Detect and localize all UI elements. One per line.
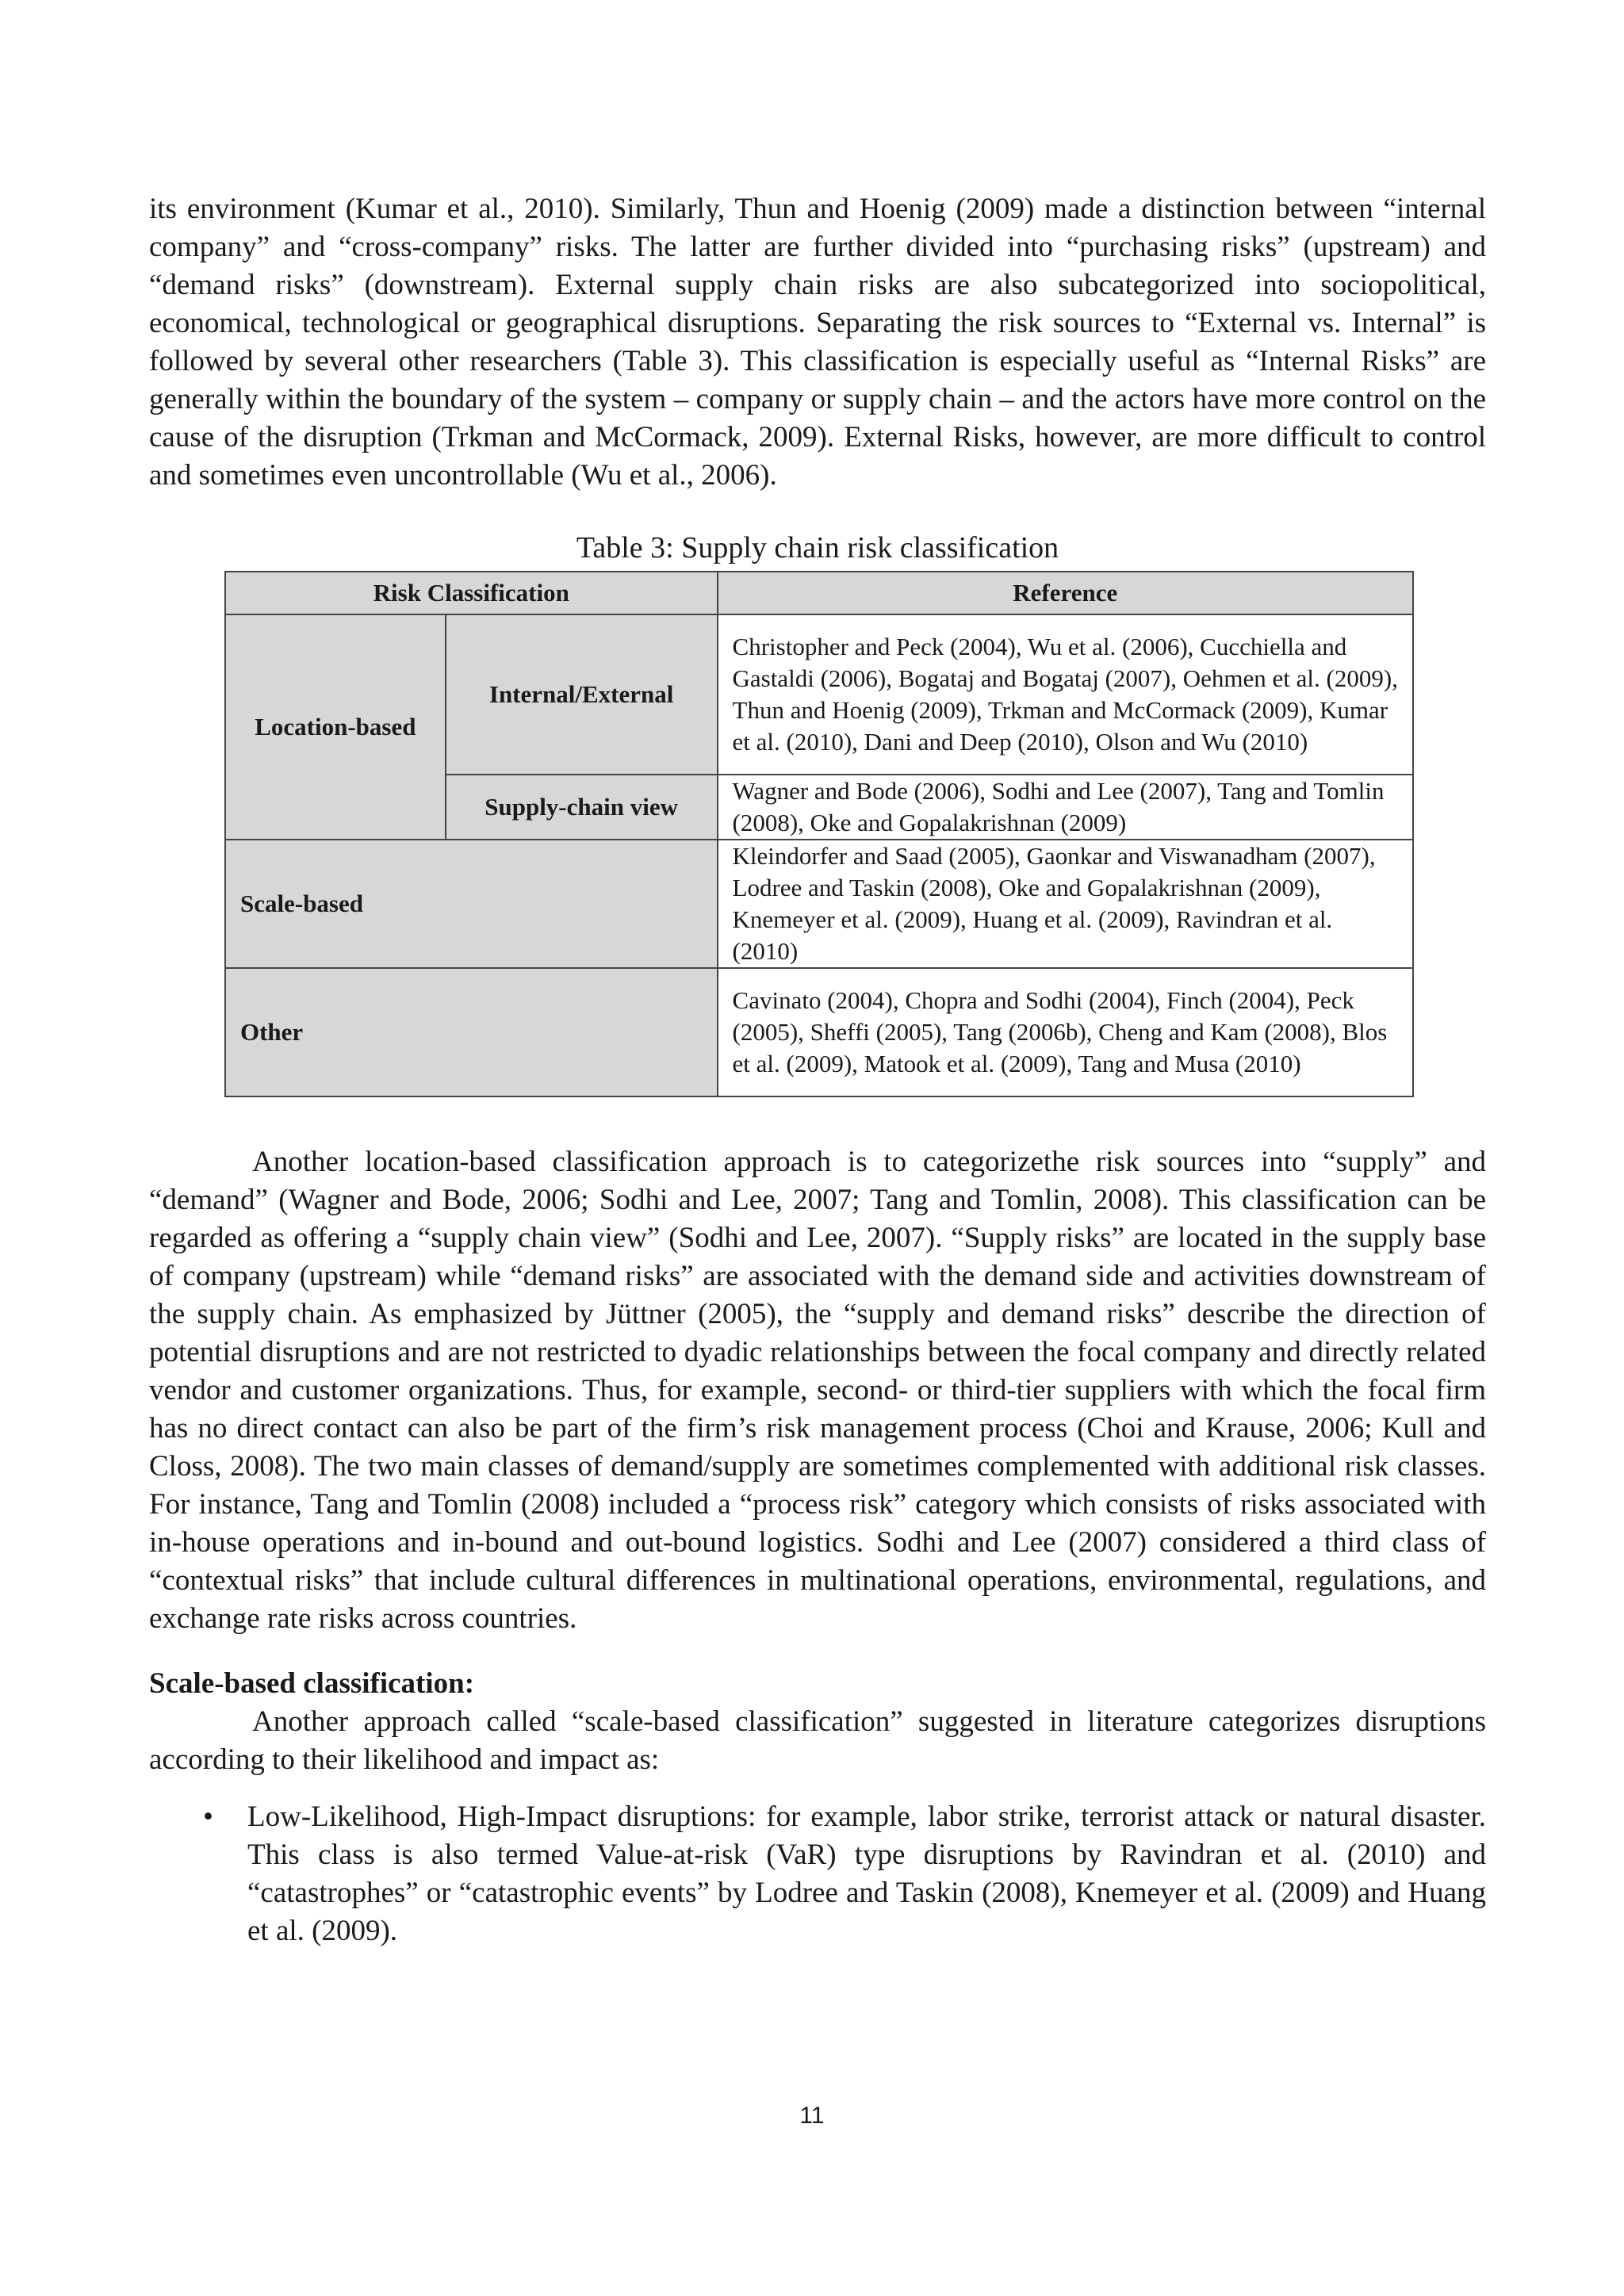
bullet-list bbox=[149, 1798, 1486, 1950]
scale-based-reference: Kleindorfer and Saad (2005), Gaonkar and Viswanadham (2007), Lodree and Taskin (2008), Oke and Gopalakrishnan (2009), Knemeyer et al. (2009), Huang et al. (2009), Ravindran et al. (2010) bbox=[718, 840, 1413, 968]
header-risk-classification: Risk Classification bbox=[225, 572, 718, 614]
other-reference: Cavinato (2004), Chopra and Sodhi (2004), Finch (2004), Peck (2005), Sheffi (2005), Tang (2006b), Cheng and Kam (2008), Blos et al. (2009), Matook et al. (2009), Tang and Musa (2010) bbox=[718, 968, 1413, 1096]
table-row bbox=[225, 968, 1413, 1096]
table-header-row bbox=[225, 572, 1413, 614]
table-caption: Table 3: Supply chain risk classification bbox=[576, 531, 1059, 564]
supply-chain-view-cell: Supply-chain view bbox=[446, 775, 718, 840]
internal-external-cell: Internal/External bbox=[446, 614, 718, 775]
table-row bbox=[225, 840, 1413, 968]
supply-chain-view-reference: Wagner and Bode (2006), Sodhi and Lee (2007), Tang and Tomlin (2008), Oke and Gopalakrishnan (2009) bbox=[718, 775, 1413, 840]
scale-based-cell: Scale-based bbox=[225, 840, 718, 968]
body-paragraph-3: Another approach called “scale-based classification” suggested in literature categorizes disruptions according to their likelihood and impact as: bbox=[149, 1705, 1486, 1776]
page-number: 11 bbox=[799, 2103, 825, 2129]
section-heading: Scale-based classification: bbox=[149, 1667, 475, 1700]
risk-classification-table bbox=[224, 571, 1414, 1097]
table-row bbox=[225, 614, 1413, 775]
location-based-cell: Location-based bbox=[225, 614, 446, 840]
header-reference: Reference bbox=[718, 572, 1413, 614]
other-cell: Other bbox=[225, 968, 718, 1096]
body-paragraph-1: its environment (Kumar et al., 2010). Similarly, Thun and Hoenig (2009) made a distinction between “internal company” and “cross-company” risks. The latter are further divided into “purchasing risks” (upstream) and “demand risks” (downstream). External supply chain risks are also subcategorized into sociopolitical, economical, technological or geographical disruptions. Separating the risk sources to “External vs. Internal” is followed by several other researchers (Table 3). This classification is especially useful as “Internal Risks” are generally within the boundary of the system – company or supply chain – and the actors have more control on the cause of the disruption (Trkman and McCormack, 2009). External Risks, however, are more difficult to control and sometimes even uncontrollable (Wu et al., 2006). bbox=[149, 193, 1486, 492]
body-paragraph-2: Another location-based classification approach is to categorizethe risk sources into “supply” and “demand” (Wagner and Bode, 2006; Sodhi and Lee, 2007; Tang and Tomlin, 2008). This classification can be regarded as offering a “supply chain view” (Sodhi and Lee, 2007). “Supply risks” are located in the supply base of company (upstream) while “demand risks” are associated with the demand side and activities downstream of the supply chain. As emphasized by Jüttner (2005), the “supply and demand risks” describe the direction of potential disruptions and are not restricted to dyadic relationships between the focal company and directly related vendor and customer organizations. Thus, for example, second- or third-tier suppliers with which the focal firm has no direct contact can also be part of the firm’s risk management process (Choi and Krause, 2006; Kull and Closs, 2008). The two main classes of demand/supply are sometimes complemented with additional risk classes. For instance, Tang and Tomlin (2008) included a “process risk” category which consists of risks associated with in-house operations and in-bound and out-bound logistics. Sodhi and Lee (2007) considered a third class of “contextual risks” that include cultural differences in multinational operations, environmental, regulations, and exchange rate risks across countries. bbox=[149, 1146, 1486, 1635]
bullet-icon: • bbox=[203, 1800, 213, 1833]
page-content bbox=[149, 190, 1486, 1950]
list-item bbox=[149, 1798, 1486, 1950]
internal-external-reference: Christopher and Peck (2004), Wu et al. (2006), Cucchiella and Gastaldi (2006), Bogataj and Bogataj (2007), Oehmen et al. (2009), Thun and Hoenig (2009), Trkman and McCormack (2009), Kumar et al. (2010), Dani and Deep (2010), Olson and Wu (2010) bbox=[718, 614, 1413, 775]
list-item-text: Low-Likelihood, High-Impact disruptions: for example, labor strike, terrorist attack or natural disaster. This class is also termed Value-at-risk (VaR) type disruptions by Ravindran et al. (2010) and “catastrophes” or “catastrophic events” by Lodree and Taskin (2008), Knemeyer et al. (2009) and Huang et al. (2009). bbox=[247, 1800, 1486, 1947]
